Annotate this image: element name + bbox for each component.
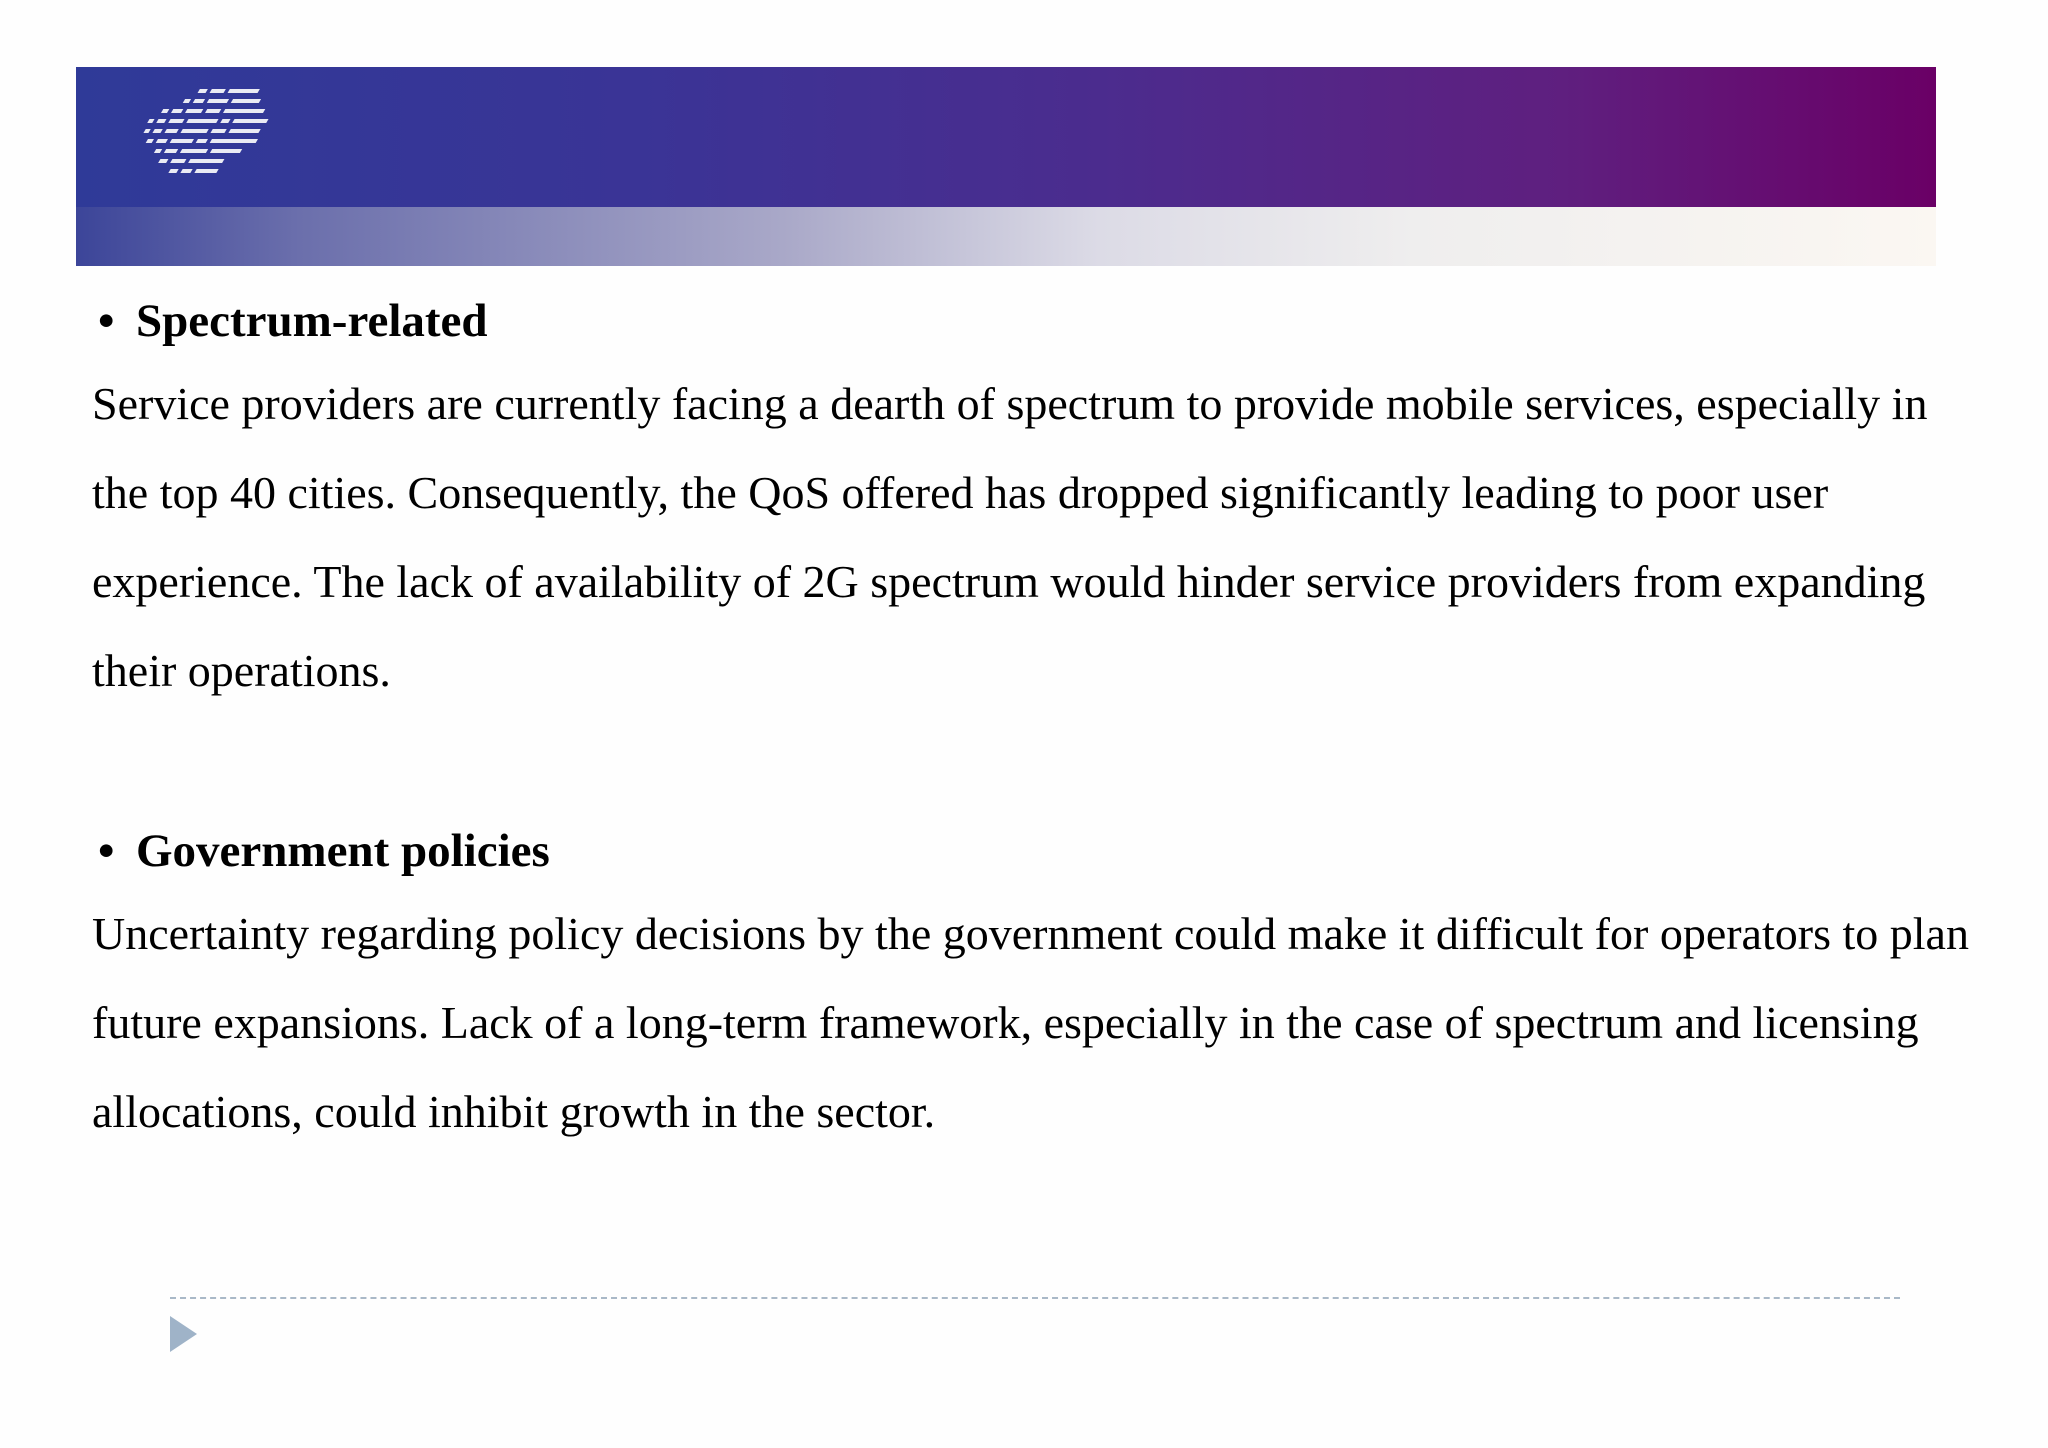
bullet-icon: • bbox=[98, 825, 115, 877]
header-banner bbox=[76, 67, 1936, 266]
banner-gradient-top bbox=[76, 67, 1936, 207]
section-body: Service providers are currently facing a dearth of spectrum to provide mobile services, especially in the top 40 cities. Consequently, the QoS offered has dropped significantly leading to poor user experience. The lack of availability of 2G spectrum would hinder service providers from expanding their operations. bbox=[92, 378, 1928, 696]
triangle-arrow-icon bbox=[170, 1316, 197, 1352]
slide-content bbox=[92, 283, 1992, 1156]
banner-gradient-bottom bbox=[76, 207, 1936, 266]
bullet-icon: • bbox=[98, 295, 115, 347]
section-heading bbox=[92, 283, 1992, 359]
section-government-policies bbox=[92, 813, 1992, 1156]
heading-text: Spectrum-related bbox=[136, 295, 488, 347]
striped-globe-logo bbox=[106, 87, 336, 197]
section-spectrum bbox=[92, 283, 1992, 715]
footer-divider bbox=[170, 1297, 1900, 1299]
section-body: Uncertainty regarding policy decisions by the government could make it difficult for operators to plan future expansions. Lack of a long-term framework, especially in the case of spectrum and licensing allocations, could inhibit growth in the sector. bbox=[92, 908, 1969, 1137]
section-heading bbox=[92, 813, 1992, 889]
heading-text: Government policies bbox=[136, 825, 550, 877]
